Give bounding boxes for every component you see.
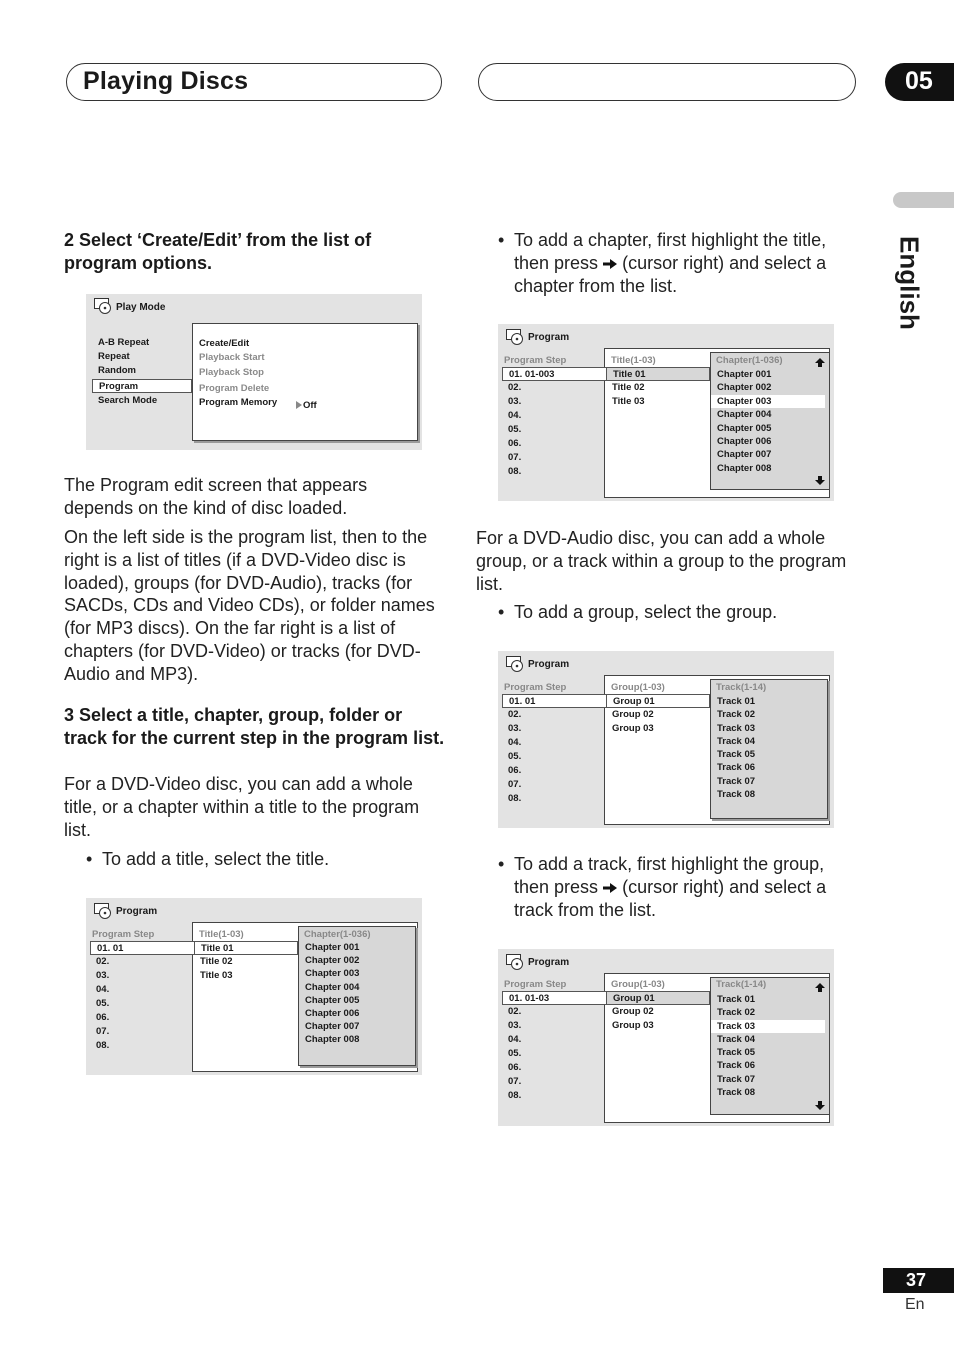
disc-icon <box>94 903 113 920</box>
chapter-row[interactable]: Chapter 008 <box>305 1034 360 1046</box>
disc-icon <box>506 656 525 673</box>
title-row[interactable]: Title 01 <box>194 941 298 955</box>
group-row[interactable]: Group 02 <box>612 709 654 720</box>
paragraph-screen-depends: The Program edit screen that appears depends on the kind of disc loaded. <box>64 475 368 518</box>
track-row[interactable]: Track 07 <box>717 775 756 787</box>
step-2-heading: 2 Select ‘Create/Edit’ from the list of program options. <box>64 230 372 273</box>
program-step-row[interactable]: 01. 01-003 <box>502 367 608 381</box>
program-memory-value: Off <box>303 400 317 411</box>
chapter-row[interactable]: Chapter 007 <box>305 1021 360 1033</box>
program-step-row[interactable]: 07. <box>508 779 522 790</box>
program-step-row[interactable]: 03. <box>508 723 522 734</box>
program-step-row[interactable]: 03. <box>508 1020 522 1031</box>
title-list-header: Title(1-03) <box>199 929 244 940</box>
track-row[interactable]: Track 01 <box>717 696 756 707</box>
program-screen-group <box>498 651 834 828</box>
option-program-delete[interactable]: Program Delete <box>199 383 270 394</box>
title-row[interactable]: Title 03 <box>200 970 233 981</box>
program-step-row[interactable]: 01. 01 <box>90 941 196 955</box>
program-step-list <box>502 991 608 1103</box>
program-step-row[interactable]: 06. <box>508 1062 522 1073</box>
bullet-add-track-text-b: (cursor right) and select a track from the list. <box>514 876 827 920</box>
scroll-down-icon[interactable] <box>815 476 825 485</box>
screen-title: Program <box>116 906 158 917</box>
bullet-add-track <box>498 853 854 921</box>
program-step-row[interactable]: 04. <box>508 410 522 421</box>
scroll-up-icon[interactable] <box>815 983 825 992</box>
track-row[interactable]: Track 02 <box>717 709 756 721</box>
bullet-add-chapter <box>498 229 854 297</box>
program-screen-track <box>498 949 834 1126</box>
program-step-row[interactable]: 08. <box>508 793 522 804</box>
program-step-row[interactable]: 08. <box>508 466 522 477</box>
program-step-row[interactable]: 05. <box>508 751 522 762</box>
program-screen-chapter <box>498 324 834 501</box>
chapter-row[interactable]: Chapter 005 <box>717 422 772 434</box>
chapter-list-header: Chapter(1-036) <box>304 929 371 940</box>
chapter-tab <box>885 63 954 101</box>
chapter-row[interactable]: Chapter 005 <box>305 994 360 1006</box>
screen-title: Program <box>528 332 570 343</box>
chapter-row[interactable]: Chapter 003 <box>305 968 360 980</box>
cursor-right-icon <box>603 882 617 894</box>
chapter-list-header: Chapter(1-036) <box>716 355 783 366</box>
track-row[interactable]: Track 05 <box>717 1047 756 1059</box>
chapter-row[interactable]: Chapter 002 <box>305 955 360 967</box>
disc-icon <box>94 298 113 315</box>
title-row[interactable]: Title 01 <box>606 367 710 381</box>
group-row[interactable]: Group 03 <box>612 1020 654 1031</box>
bullet-add-chapter-text-b: (cursor right) and select a chapter from the list. <box>514 252 827 296</box>
chapter-row[interactable]: Chapter 008 <box>717 462 772 474</box>
program-options-panel <box>192 323 418 441</box>
track-row[interactable]: Track 02 <box>717 1007 756 1019</box>
page-number-tab <box>883 1268 954 1293</box>
option-create-edit[interactable]: Create/Edit <box>193 337 412 351</box>
track-list-header: Track(1-14) <box>716 682 767 693</box>
program-step-row[interactable]: 03. <box>96 970 110 981</box>
program-step-row[interactable]: 03. <box>508 396 522 407</box>
menu-item-search-mode[interactable]: Search Mode <box>98 395 158 406</box>
program-step-header: Program Step <box>92 929 155 940</box>
group-row[interactable]: Group 02 <box>612 1006 654 1017</box>
program-step-row[interactable]: 02. <box>508 382 522 393</box>
program-step-row[interactable]: 02. <box>96 956 110 967</box>
program-step-header: Program Step <box>504 355 567 366</box>
header-blank-frame <box>478 63 856 101</box>
bullet-add-group-text: To add a group, select the group. <box>514 602 778 622</box>
step-3-heading: 3 Select a title, chapter, group, folder or track for the current step in the program list. <box>64 705 445 748</box>
program-step-list <box>502 367 608 479</box>
bullet-add-title-text: To add a title, select the title. <box>102 849 330 869</box>
track-row[interactable]: Track 03 <box>711 1020 825 1033</box>
bullet-dot: • <box>498 230 505 250</box>
program-step-list <box>90 941 196 1053</box>
side-tab-bar <box>893 192 954 208</box>
screen-title: Program <box>528 957 570 968</box>
chapter-row[interactable]: Chapter 002 <box>717 382 772 394</box>
program-step-row[interactable]: 07. <box>508 1076 522 1087</box>
title-row[interactable]: Title 03 <box>612 396 645 407</box>
chapter-number: 05 <box>905 67 933 95</box>
disc-icon <box>506 954 525 971</box>
title-row[interactable]: Title 02 <box>612 382 645 393</box>
track-panel <box>710 977 830 1115</box>
bullet-dot: • <box>498 854 505 874</box>
group-row[interactable]: Group 01 <box>606 991 710 1005</box>
program-step-row[interactable]: 06. <box>96 1012 110 1023</box>
program-step-row[interactable]: 05. <box>96 998 110 1009</box>
play-mode-menu <box>92 336 192 408</box>
program-step-row[interactable]: 07. <box>96 1026 110 1037</box>
track-list <box>711 695 827 801</box>
menu-item-program[interactable]: Program <box>92 379 192 393</box>
track-row[interactable]: Track 06 <box>717 1060 756 1072</box>
program-step-header: Program Step <box>504 979 567 990</box>
paragraph-dvd-audio: For a DVD-Audio disc, you can add a whole group, or a track within a group to the program list. <box>476 528 847 594</box>
group-list <box>606 991 710 1033</box>
track-row[interactable]: Track 04 <box>717 735 756 747</box>
program-step-row[interactable]: 01. 01-03 <box>502 991 608 1005</box>
program-step-row[interactable]: 07. <box>508 452 522 463</box>
title-row[interactable]: Title 02 <box>200 956 233 967</box>
chapter-panel <box>298 926 416 1066</box>
bullet-add-title <box>86 848 432 871</box>
track-list <box>711 993 825 1099</box>
chapter-row[interactable]: Chapter 007 <box>717 449 772 461</box>
paragraph-dvd-video: For a DVD-Video disc, you can add a whole title, or a chapter within a title to the program list. <box>64 774 420 840</box>
track-row[interactable]: Track 04 <box>717 1033 756 1045</box>
program-step-list <box>502 694 608 806</box>
play-mode-screen <box>86 294 422 450</box>
program-step-row[interactable]: 06. <box>508 438 522 449</box>
chapter-row[interactable]: Chapter 006 <box>717 435 772 447</box>
disc-icon <box>506 329 525 346</box>
scroll-up-icon[interactable] <box>815 358 825 367</box>
chapter-panel <box>710 352 830 490</box>
scroll-down-icon[interactable] <box>815 1101 825 1110</box>
program-step-row[interactable]: 06. <box>508 765 522 776</box>
track-panel <box>710 679 828 819</box>
chapter-row[interactable]: Chapter 001 <box>717 369 772 380</box>
chapter-row[interactable]: Chapter 003 <box>711 395 825 408</box>
bullet-add-track-text-a: To add a track, first highlight the group, then press <box>514 854 825 897</box>
screen-title: Play Mode <box>116 302 166 313</box>
menu-item-repeat[interactable]: Repeat <box>98 351 130 362</box>
program-screen-title <box>86 898 422 1075</box>
option-playback-start[interactable]: Playback Start <box>199 352 265 363</box>
track-row[interactable]: Track 07 <box>717 1073 756 1085</box>
group-list-header: Group(1-03) <box>611 682 665 693</box>
program-step-row[interactable]: 04. <box>96 984 110 995</box>
track-row[interactable]: Track 05 <box>717 749 756 761</box>
bullet-dot: • <box>86 849 93 869</box>
program-step-row[interactable]: 02. <box>508 1006 522 1017</box>
bullet-add-group <box>498 601 844 624</box>
page-title: Playing Discs <box>83 67 249 95</box>
language-label-text: English <box>894 236 925 330</box>
title-list <box>194 941 298 983</box>
program-step-row[interactable]: 08. <box>96 1040 110 1051</box>
program-step-row[interactable]: 01. 01 <box>502 694 608 708</box>
track-list-header: Track(1-14) <box>716 979 767 990</box>
track-row[interactable]: Track 03 <box>717 722 756 734</box>
option-program-memory[interactable]: Program Memory <box>199 397 278 408</box>
group-list-header: Group(1-03) <box>611 979 665 990</box>
menu-item-ab-repeat[interactable]: A-B Repeat <box>98 337 150 348</box>
group-row[interactable]: Group 03 <box>612 723 654 734</box>
chapter-list <box>299 941 415 1047</box>
bullet-dot: • <box>498 602 505 622</box>
title-list-header: Title(1-03) <box>611 355 656 366</box>
chapter-row[interactable]: Chapter 001 <box>305 942 360 953</box>
program-step-row[interactable]: 08. <box>508 1090 522 1101</box>
cursor-right-icon <box>603 258 617 270</box>
page-title-frame <box>66 63 442 101</box>
program-step-row[interactable]: 05. <box>508 424 522 435</box>
paragraph-list-description: On the left side is the program list, then to the right is a list of titles (if a DVD-Video disc is loaded), groups (for DVD-Audio), tracks (for SACDs, CDs and Video CDs), or folder names (for MP3 discs). On the far right is a list of chapters (for DVD-Video) or tracks (for DVD-Audio and MP3). <box>64 527 435 684</box>
track-row[interactable]: Track 08 <box>717 1087 756 1099</box>
chapter-row[interactable]: Chapter 006 <box>305 1007 360 1019</box>
screen-title: Program <box>528 659 570 670</box>
menu-item-random[interactable]: Random <box>98 365 136 376</box>
program-step-row[interactable]: 05. <box>508 1048 522 1059</box>
page-number: 37 <box>905 1270 926 1290</box>
program-step-row[interactable]: 04. <box>508 737 522 748</box>
program-step-row[interactable]: 02. <box>508 709 522 720</box>
option-playback-stop[interactable]: Playback Stop <box>199 367 264 378</box>
program-step-row[interactable]: 04. <box>508 1034 522 1045</box>
bullet-add-chapter-text-a: To add a chapter, first highlight the title, then press <box>514 230 827 273</box>
track-row[interactable]: Track 08 <box>717 789 756 801</box>
chapter-list <box>711 368 825 475</box>
page-language: En <box>905 1296 925 1313</box>
track-row[interactable]: Track 01 <box>717 994 756 1005</box>
program-step-header: Program Step <box>504 682 567 693</box>
title-list <box>606 367 710 409</box>
track-row[interactable]: Track 06 <box>717 762 756 774</box>
language-side-label <box>884 228 934 338</box>
group-row[interactable]: Group 01 <box>606 694 710 708</box>
chapter-row[interactable]: Chapter 004 <box>717 409 772 421</box>
group-list <box>606 694 710 736</box>
chapter-row[interactable]: Chapter 004 <box>305 981 360 993</box>
